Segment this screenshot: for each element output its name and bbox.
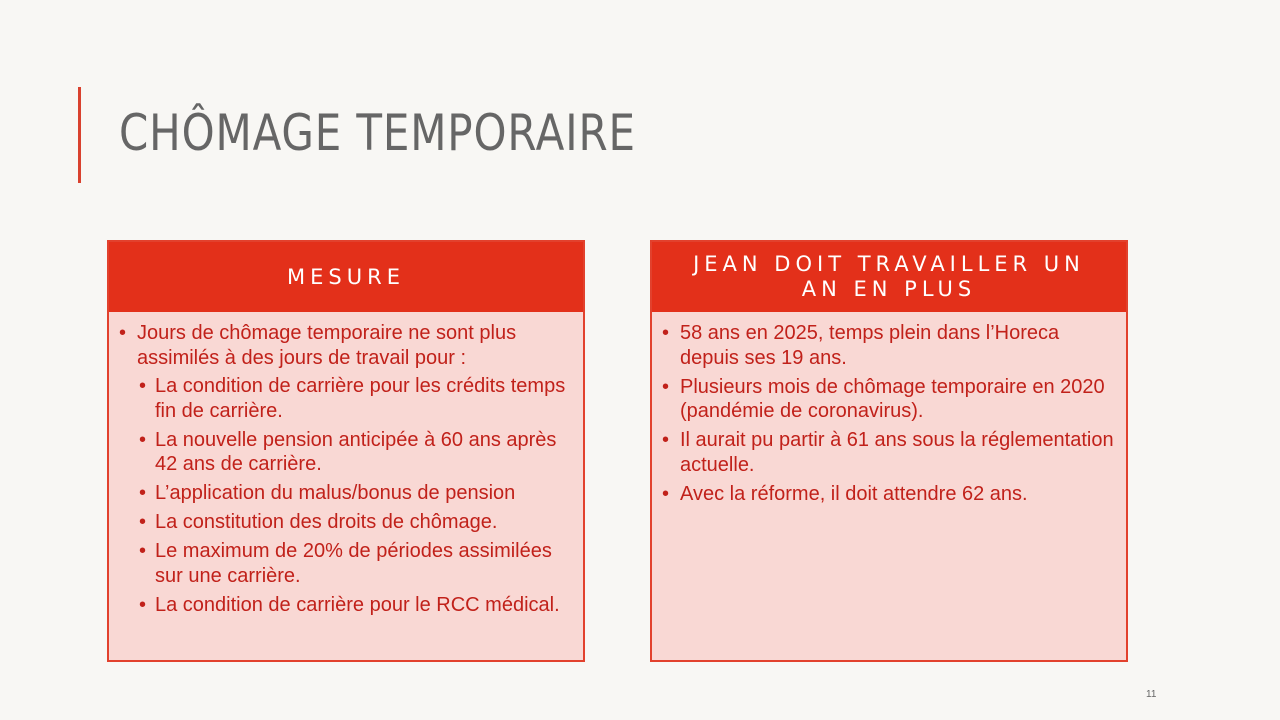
measure-intro: Jours de chômage temporaire ne sont plus assimilés à des jours de travail pour : [137,322,517,369]
list-item: • Il aurait pu partir à 61 ans sous la réglementation actuelle. [660,428,1116,477]
list-item [117,321,573,617]
list-item: • Le maximum de 20% de périodes assimilées sur une carrière. [137,539,573,588]
measure-card-header [109,242,583,312]
list-item: • La condition de carrière pour les crédits temps fin de carrière. [137,374,573,423]
measure-card-body [109,312,583,617]
list-item: • Plusieurs mois de chômage temporaire en 2020 (pandémie de coronavirus). [660,375,1116,424]
list-item: • La condition de carrière pour le RCC médical. [137,593,573,618]
slide-title: CHÔMAGE TEMPORAIRE [119,104,636,162]
example-card-header-text: JEAN DOIT TRAVAILLER UN AN EN PLUS [693,252,1085,301]
example-card [650,240,1128,662]
example-card-body [652,312,1126,506]
title-accent-bar [78,87,81,183]
list-item: • Avec la réforme, il doit attendre 62 ans. [660,482,1116,507]
measure-card-header-text: MESURE [287,264,405,289]
measure-card [107,240,585,662]
list-item: • La constitution des droits de chômage. [137,510,573,535]
list-item: • 58 ans en 2025, temps plein dans l’Horeca depuis ses 19 ans. [660,321,1116,370]
list-item: • La nouvelle pension anticipée à 60 ans après 42 ans de carrière. [137,428,573,477]
page-number: 11 [1146,689,1157,700]
list-item: • L’application du malus/bonus de pension [137,481,573,506]
example-card-header [652,242,1126,312]
